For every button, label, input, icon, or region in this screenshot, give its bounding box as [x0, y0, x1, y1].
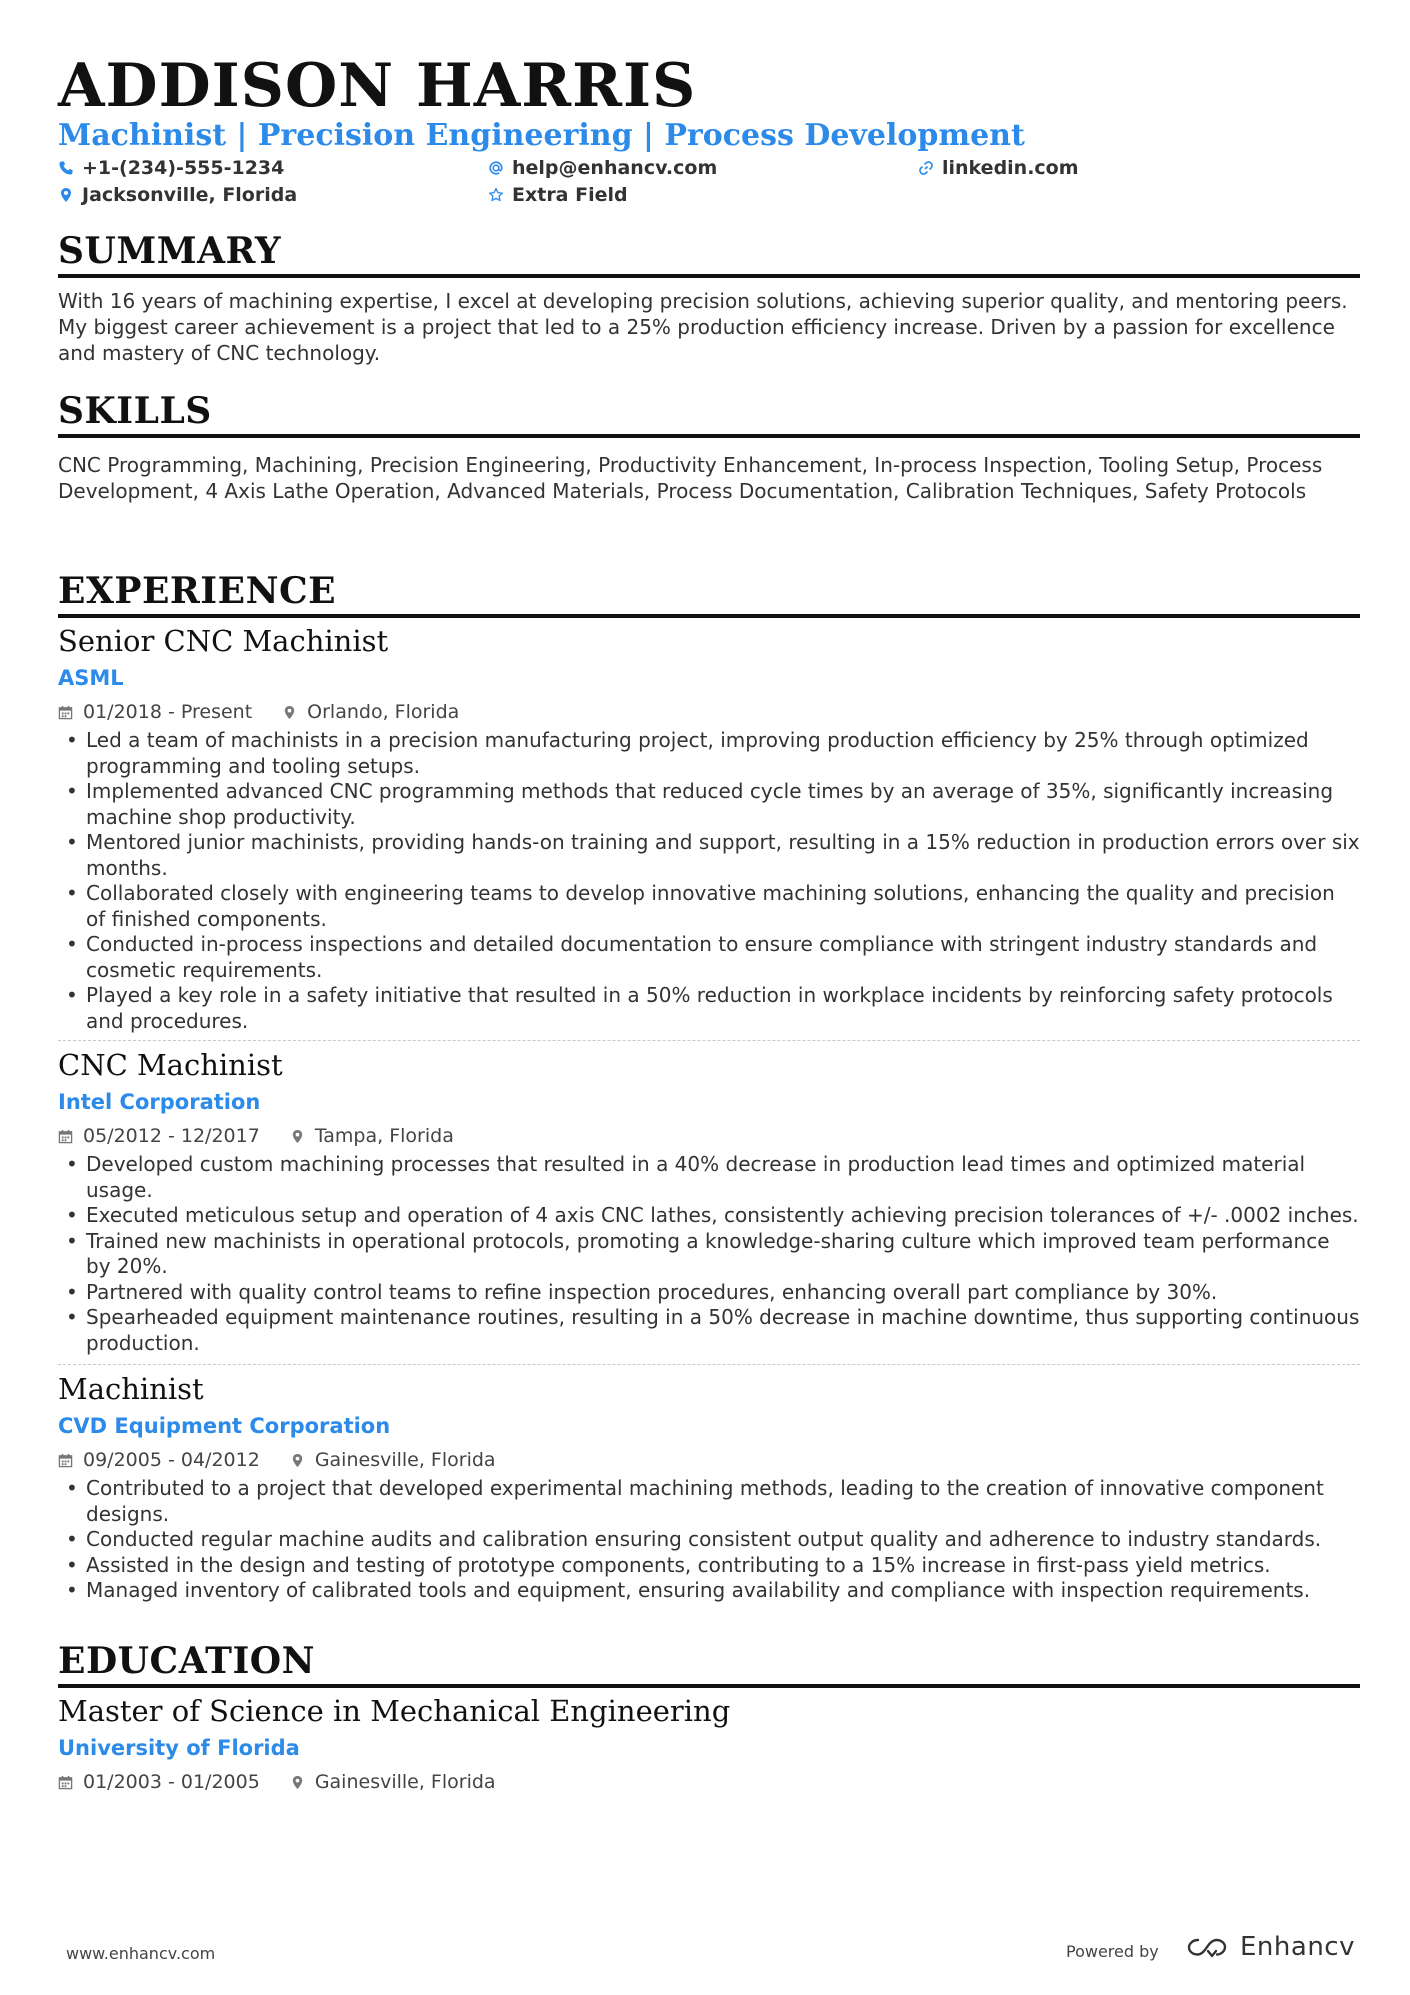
job-dates: 05/2012 - 12/2017: [83, 1125, 260, 1147]
list-item: • Conducted in-process inspections and detailed documentation to ensure compliance with stringent industry standards and cosmetic requirements.: [58, 932, 1360, 983]
enhancv-logo: [1184, 1932, 1355, 1962]
skills-divider: [58, 434, 1360, 438]
contact-phone: [58, 156, 284, 180]
job-dates: 01/2018 - Present: [83, 701, 253, 723]
list-item: • Assisted in the design and testing of prototype components, contributing to a 15% increase in first-pass yield metrics.: [58, 1553, 1360, 1579]
job-bullets: [58, 1476, 1360, 1604]
enhancv-logo-icon: [1184, 1934, 1230, 1960]
location-text: Jacksonville, Florida: [82, 184, 298, 206]
summary-text: With 16 years of machining expertise, I excel at developing precision solutions, achieving superior quality, and mentoring peers. My biggest career achievement is a project that led to a 25% production efficiency increase. Driven by a passion for excellence and mastery of CNC technology.: [58, 289, 1348, 365]
job-title: Senior CNC Machinist: [58, 624, 389, 658]
job-title: CNC Machinist: [58, 1048, 283, 1082]
footer-url[interactable]: www.enhancv.com: [66, 1944, 216, 1963]
linkedin-text: linkedin.com: [942, 157, 1079, 179]
list-item: • Executed meticulous setup and operation of 4 axis CNC lathes, consistently achieving precision tolerances of +/- .0002 inches.: [58, 1203, 1360, 1229]
job-location: Gainesville, Florida: [314, 1449, 496, 1471]
summary-heading: SUMMARY: [58, 230, 282, 272]
candidate-headline: Machinist | Precision Engineering | Process Development: [58, 118, 1025, 153]
list-item: • Implemented advanced CNC programming methods that reduced cycle times by an average of 35%, significantly increasing machine shop productivity.: [58, 779, 1360, 830]
experience-divider: [58, 614, 1360, 618]
job-meta: [58, 1448, 496, 1472]
job-dates: 09/2005 - 04/2012: [83, 1449, 260, 1471]
resume-page: [58, 0, 1360, 1995]
school-name: University of Florida: [58, 1736, 300, 1760]
job-bullets: [58, 728, 1360, 1034]
enhancv-brand-text: Enhancv: [1240, 1932, 1355, 1962]
education-heading: EDUCATION: [58, 1640, 316, 1682]
experience-heading: EXPERIENCE: [58, 570, 337, 612]
at-sign-icon: [488, 160, 504, 176]
extra-field-text: Extra Field: [512, 184, 628, 206]
education-dates: 01/2003 - 01/2005: [83, 1771, 260, 1793]
list-item: • Collaborated closely with engineering teams to develop innovative machining solutions, enhancing the quality and precision of finished components.: [58, 881, 1360, 932]
calendar-icon: [58, 1129, 73, 1144]
list-item: • Managed inventory of calibrated tools and equipment, ensuring availability and compliance with inspection requirements.: [58, 1578, 1360, 1604]
summary-divider: [58, 274, 1360, 278]
calendar-icon: [58, 705, 73, 720]
list-item: • Developed custom machining processes that resulted in a 40% decrease in production lead times and optimized material usage.: [58, 1152, 1360, 1203]
job-location: Orlando, Florida: [307, 701, 460, 723]
list-item: • Spearheaded equipment maintenance routines, resulting in a 50% decrease in machine downtime, thus supporting continuous production.: [58, 1305, 1360, 1356]
list-item: • Partnered with quality control teams to refine inspection procedures, enhancing overall part compliance by 30%.: [58, 1280, 1360, 1306]
skills-text: CNC Programming, Machining, Precision Engineering, Productivity Enhancement, In-process Inspection, Tooling Setup, Process Development, 4 Axis Lathe Operation, Advanced Materials, Process Documentation, Calibration Techniques, Safety Protocols: [58, 453, 1323, 503]
job-separator: [58, 1040, 1360, 1041]
map-pin-icon: [290, 1775, 305, 1790]
education-location: Gainesville, Florida: [314, 1771, 496, 1793]
contact-location: [58, 183, 297, 207]
calendar-icon: [58, 1453, 73, 1468]
list-item: • Trained new machinists in operational protocols, promoting a knowledge-sharing culture which improved team performance by 20%.: [58, 1229, 1360, 1280]
star-icon: [488, 187, 504, 203]
candidate-name: ADDISON HARRIS: [58, 51, 697, 121]
company-name: CVD Equipment Corporation: [58, 1414, 391, 1438]
list-item: • Played a key role in a safety initiative that resulted in a 50% reduction in workplace incidents by reinforcing safety protocols and procedures.: [58, 983, 1360, 1034]
job-bullets: [58, 1152, 1360, 1356]
contact-extra: [488, 183, 628, 207]
phone-icon: [58, 160, 74, 176]
company-name: ASML: [58, 666, 124, 690]
job-meta: [58, 700, 459, 724]
phone-text: +1-(234)-555-1234: [82, 157, 285, 179]
list-item: • Led a team of machinists in a precision manufacturing project, improving production efficiency by 25% through optimized programming and tooling setups.: [58, 728, 1360, 779]
email-text: help@enhancv.com: [512, 157, 718, 179]
footer-powered-label: Powered by: [1066, 1942, 1159, 1961]
link-icon: [918, 160, 934, 176]
education-divider: [58, 1684, 1360, 1688]
map-pin-icon: [282, 705, 297, 720]
contact-email[interactable]: [488, 156, 717, 180]
calendar-icon: [58, 1775, 73, 1790]
job-separator: [58, 1364, 1360, 1365]
map-pin-icon: [290, 1453, 305, 1468]
list-item: • Conducted regular machine audits and calibration ensuring consistent output quality and adherence to industry standards.: [58, 1527, 1360, 1553]
company-name: Intel Corporation: [58, 1090, 261, 1114]
contact-linkedin[interactable]: [918, 156, 1079, 180]
map-pin-icon: [290, 1129, 305, 1144]
list-item: • Contributed to a project that developed experimental machining methods, leading to the creation of innovative component designs.: [58, 1476, 1360, 1527]
education-meta: [58, 1770, 496, 1794]
job-meta: [58, 1124, 454, 1148]
job-location: Tampa, Florida: [314, 1125, 454, 1147]
map-pin-icon: [58, 187, 74, 203]
list-item: • Mentored junior machinists, providing hands-on training and support, resulting in a 15% reduction in production errors over six months.: [58, 830, 1360, 881]
degree-title: Master of Science in Mechanical Engineering: [58, 1694, 731, 1728]
skills-heading: SKILLS: [58, 390, 212, 432]
job-title: Machinist: [58, 1372, 204, 1406]
